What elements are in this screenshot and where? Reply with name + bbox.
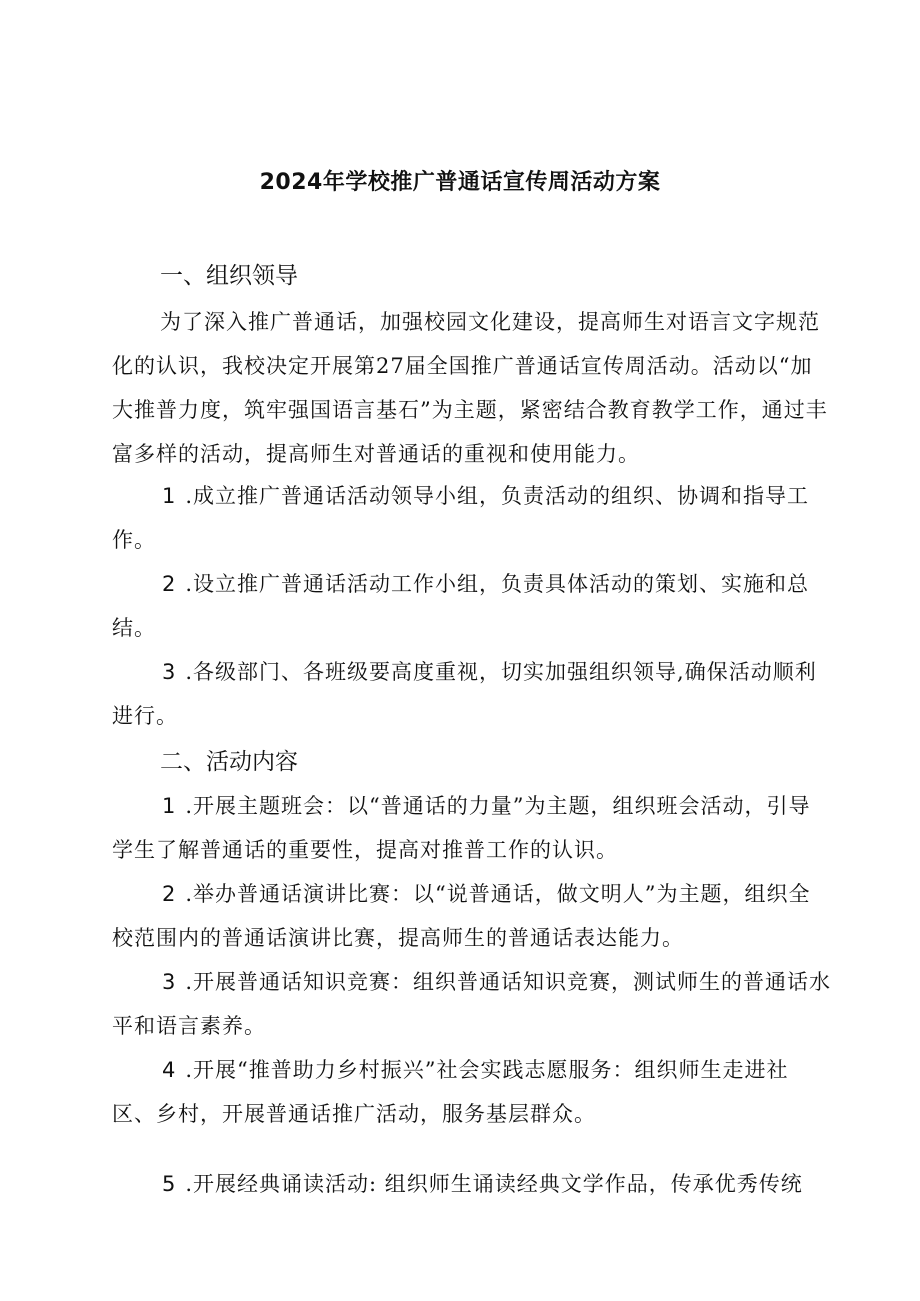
list-item bbox=[112, 1048, 832, 1136]
list-item bbox=[112, 650, 832, 738]
item-number: 4 bbox=[162, 1058, 176, 1082]
item-number: 5 bbox=[162, 1172, 176, 1196]
item-text: .举办普通话演讲比赛：以“说普通话，做文明人”为主题，组织全校范围内的普通话演讲比赛，提高师生的普通话表达能力。 bbox=[112, 882, 811, 950]
intro-paragraph: 为了深入推广普通话，加强校园文化建设，提高师生对语言文字规范化的认识，我校决定开展第27届全国推广普通话宣传周活动。活动以“加大推普力度，筑牢强国语言基石”为主题，紧密结合教育教学工作，通过丰富多样的活动，提高师生对普通话的重视和使用能力。 bbox=[112, 310, 828, 466]
list-item bbox=[112, 1162, 832, 1206]
item-number: 3 bbox=[162, 660, 176, 684]
list-item bbox=[112, 960, 832, 1048]
list-item bbox=[112, 474, 832, 562]
list-item bbox=[112, 872, 832, 960]
document-title: 2024年学校推广普通话宣传周活动方案 bbox=[259, 170, 661, 195]
item-number: 3 bbox=[162, 970, 176, 994]
item-text: .开展经典诵读活动: 组织师生诵读经典文学作品，传承优秀传统 bbox=[185, 1172, 803, 1196]
item-text: .开展普通话知识竞赛：组织普通话知识竞赛，测试师生的普通话水平和语言素养。 bbox=[112, 970, 832, 1038]
item-text: .各级部门、各班级要高度重视，切实加强组织领导,确保活动顺利进行。 bbox=[112, 660, 817, 728]
item-text: .设立推广普通话活动工作小组，负责具体活动的策划、实施和总结。 bbox=[112, 572, 810, 640]
list-item bbox=[112, 562, 832, 650]
item-number: 1 bbox=[162, 484, 176, 508]
item-number: 1 bbox=[162, 794, 176, 818]
item-number: 2 bbox=[162, 882, 176, 906]
section-heading-organization: 一、组织领导 bbox=[160, 263, 298, 289]
list-item bbox=[112, 784, 832, 872]
item-text: .成立推广普通话活动领导小组，负责活动的组织、协调和指导工作。 bbox=[112, 484, 810, 552]
section-heading-activities: 二、活动内容 bbox=[160, 749, 298, 775]
item-text: .开展“推普助力乡村振兴”社会实践志愿服务：组织师生走进社区、乡村，开展普通话推广活动，服务基层群众。 bbox=[112, 1058, 789, 1126]
item-text: .开展主题班会：以“普通话的力量”为主题，组织班会活动，引导学生了解普通话的重要性，提高对推普工作的认识。 bbox=[112, 794, 811, 862]
item-number: 2 bbox=[162, 572, 176, 596]
